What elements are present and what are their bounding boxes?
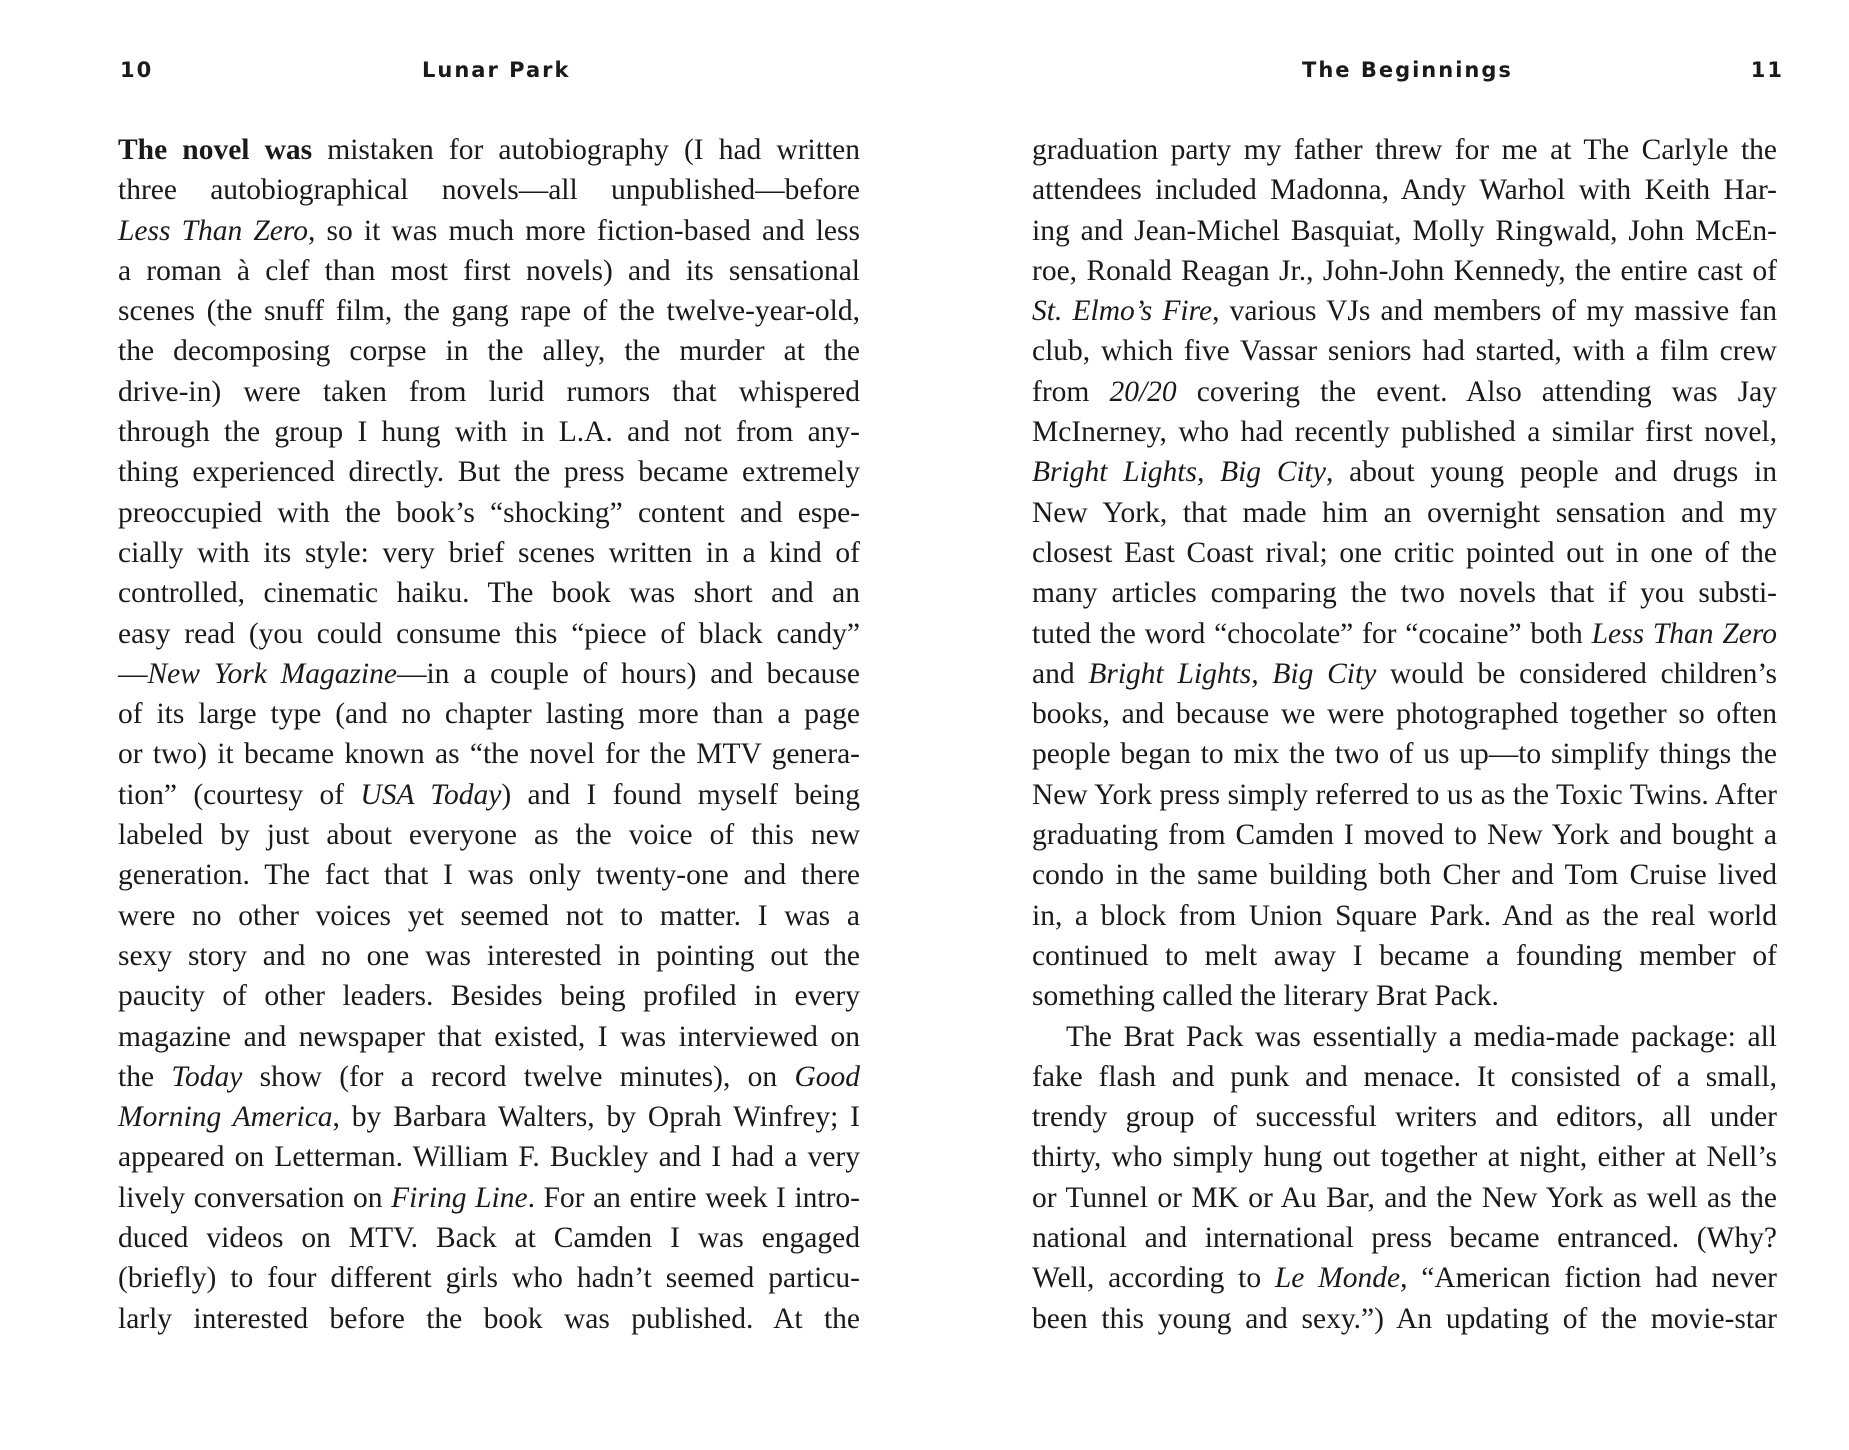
text-line: the Today show (for a record twelve minutes), on Good	[118, 1060, 860, 1093]
lead-in: The novel was	[118, 134, 313, 166]
text-line: or Tunnel or MK or Au Bar, and the New York as well as the	[1032, 1181, 1777, 1214]
text-line: many articles comparing the two novels that if you substi-	[1032, 577, 1777, 610]
text-line: graduation party my father threw for me at The Carlyle the	[1032, 134, 1777, 166]
text-line: thirty, who simply hung out together at night, either at Nell’s	[1032, 1141, 1777, 1174]
text-line: continued to melt away I became a founding member of	[1032, 939, 1777, 972]
text-line: —New York Magazine—in a couple of hours) and because	[118, 657, 860, 690]
text-line: people began to mix the two of us up—to simplify things the	[1032, 738, 1777, 771]
text-line: New York press simply referred to us as the Toxic Twins. After	[1032, 778, 1777, 811]
text-line: easy read (you could consume this “piece of black candy”	[118, 617, 860, 650]
text-line: preoccupied with the book’s “shocking” content and espe-	[118, 496, 860, 529]
text-line: through the group I hung with in L.A. and not from any-	[118, 416, 860, 449]
text-line: national and international press became entranced. (Why?	[1032, 1222, 1777, 1255]
text-line: generation. The fact that I was only twenty-one and there	[118, 859, 860, 892]
text-line: duced videos on MTV. Back at Camden I was engaged	[118, 1222, 860, 1255]
text-line: magazine and newspaper that existed, I was interviewed on	[118, 1020, 860, 1053]
page-number: 11	[1750, 58, 1784, 82]
text-line: the decomposing corpse in the alley, the murder at the	[118, 335, 860, 368]
text-line: labeled by just about everyone as the voice of this new	[118, 819, 860, 852]
text-line: sexy story and no one was interested in pointing out the	[118, 939, 860, 972]
running-head-title: The Beginnings	[1302, 58, 1513, 82]
text-line: graduating from Camden I moved to New York and bought a	[1032, 819, 1777, 852]
running-head-title: Lunar Park	[422, 58, 571, 82]
text-line: books, and because we were photographed together so often	[1032, 698, 1777, 731]
text-line: Well, according to Le Monde, “American fiction had never	[1032, 1262, 1777, 1295]
text-line: been this young and sexy.”) An updating of the movie-star	[1032, 1302, 1777, 1335]
text-line: were no other voices yet seemed not to matter. I was a	[118, 899, 860, 932]
text-line: Morning America, by Barbara Walters, by Oprah Winfrey; I	[118, 1101, 860, 1134]
text-line: McInerney, who had recently published a similar first novel,	[1032, 416, 1777, 449]
text-line: (briefly) to four different girls who hadn’t seemed particu-	[118, 1262, 860, 1295]
text-line: from 20/20 covering the event. Also attending was Jay	[1032, 375, 1777, 408]
text-line: and Bright Lights, Big City would be considered children’s	[1032, 657, 1778, 690]
text-line: lively conversation on Firing Line. For an entire week I intro-	[118, 1181, 860, 1214]
text-line: roe, Ronald Reagan Jr., John-John Kennedy, the entire cast of	[1032, 254, 1777, 287]
text-line: Bright Lights, Big City, about young people and drugs in	[1032, 456, 1777, 489]
text-line: trendy group of successful writers and editors, all under	[1032, 1101, 1777, 1134]
body-text	[118, 130, 860, 1339]
text-line: St. Elmo’s Fire, various VJs and members of my massive fan	[1032, 295, 1777, 328]
text-line: drive-in) were taken from lurid rumors that whispered	[118, 375, 860, 408]
text-line: closest East Coast rival; one critic pointed out in one of the	[1032, 536, 1777, 569]
text-line: condo in the same building both Cher and Tom Cruise lived	[1032, 859, 1777, 892]
text-line: thing experienced directly. But the press became extremely	[118, 456, 860, 489]
text-line: fake flash and punk and menace. It consisted of a small,	[1032, 1060, 1777, 1093]
text-line: Less Than Zero, so it was much more fiction-based and less	[118, 214, 860, 247]
text-line: or two) it became known as “the novel for the MTV genera-	[118, 738, 860, 771]
text-line: tion” (courtesy of USA Today) and I found myself being	[118, 778, 860, 811]
body-text	[1032, 130, 1777, 1339]
text-line: tuted the word “chocolate” for “cocaine” both Less Than Zero	[1032, 617, 1777, 650]
text-line: cially with its style: very brief scenes written in a kind of	[118, 536, 860, 569]
text-line: The Brat Pack was essentially a media-made package: all	[1066, 1020, 1777, 1053]
text-line: scenes (the snuff film, the gang rape of the twelve-year-old,	[118, 295, 860, 328]
text-line: The novel was mistaken for autobiography (I had written	[118, 134, 860, 166]
text-line: in, a block from Union Square Park. And as the real world	[1032, 899, 1777, 932]
text-line: of its large type (and no chapter lasting more than a page	[118, 698, 860, 731]
text-line: a roman à clef than most first novels) and its sensational	[118, 254, 860, 287]
text-line: something called the literary Brat Pack.	[1032, 980, 1499, 1013]
text-line: club, which five Vassar seniors had started, with a film crew	[1032, 335, 1777, 368]
text-line: New York, that made him an overnight sensation and my	[1032, 496, 1777, 529]
text-line: appeared on Letterman. William F. Buckley and I had a very	[118, 1141, 860, 1174]
left-page	[0, 0, 924, 1450]
page-number: 10	[120, 58, 154, 82]
text-line: ing and Jean-Michel Basquiat, Molly Ringwald, John McEn-	[1032, 214, 1777, 247]
text-line: paucity of other leaders. Besides being profiled in every	[118, 980, 860, 1013]
right-page	[924, 0, 1849, 1450]
text-line: controlled, cinematic haiku. The book was short and an	[118, 577, 860, 610]
text-line: larly interested before the book was published. At the	[118, 1302, 860, 1335]
text-line: three autobiographical novels—all unpublished—before	[118, 174, 860, 207]
text-line: attendees included Madonna, Andy Warhol with Keith Har-	[1032, 174, 1777, 207]
